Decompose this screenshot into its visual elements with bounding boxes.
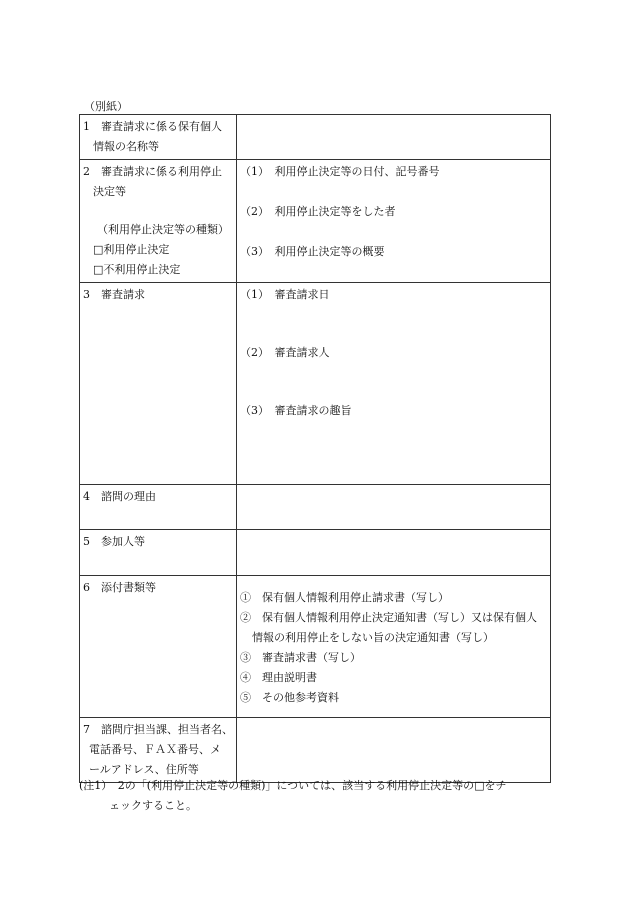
attachment-2: ② 保有個人情報利用停止決定通知書（写し）又は保有個人	[240, 611, 537, 624]
row-2-item-2: （2） 利用停止決定等をした者	[240, 205, 396, 218]
row-1-left	[80, 115, 237, 160]
review-form-table	[79, 114, 551, 783]
row-7-label-line3: ールアドレス、住所等	[89, 763, 199, 776]
attachment-2-cont: 情報の利用停止をしない旨の決定通知書（写し）	[252, 631, 494, 644]
footnote	[79, 776, 559, 816]
page-label: （別紙）	[84, 100, 128, 113]
row-7	[80, 718, 551, 783]
row-1-label-line1: 1 審査請求に係る保有個人	[83, 120, 222, 133]
row-1-right[interactable]	[237, 115, 551, 160]
row-2-label-line1: 2 審査請求に係る利用停止	[83, 165, 222, 178]
row-2-right	[237, 160, 551, 283]
row-4	[80, 485, 551, 530]
row-2-left	[80, 160, 237, 283]
row-3-item-1: （1） 審査請求日	[240, 288, 330, 301]
row-7-label-line2: 電話番号、ＦＡＸ番号、メ	[89, 743, 221, 756]
row-1	[80, 115, 551, 160]
row-6-left	[80, 576, 237, 718]
row-5-label: 5 参加人等	[83, 535, 145, 548]
row-6	[80, 576, 551, 718]
row-5-left	[80, 530, 237, 576]
row-7-label-line1: 7 諮問庁担当課、担当者名、	[83, 723, 233, 736]
row-2-label-line2: 決定等	[93, 185, 126, 198]
row-3-item-2: （2） 審査請求人	[240, 346, 330, 359]
row-6-label: 6 添付書類等	[83, 581, 156, 594]
row-3-item-3: （3） 審査請求の趣旨	[240, 404, 352, 417]
row-6-right	[237, 576, 551, 718]
row-5-right[interactable]	[237, 530, 551, 576]
footnote-line2: ェックすること。	[109, 799, 197, 812]
row-7-right[interactable]	[237, 718, 551, 783]
row-1-label-line2: 情報の名称等	[93, 140, 159, 153]
attachment-4: ④ 理由説明書	[240, 671, 317, 684]
row-2-item-3: （3） 利用停止決定等の概要	[240, 245, 385, 258]
row-3-label: 3 審査請求	[83, 288, 145, 301]
checkbox-non-usage-stop-decision[interactable]: □不利用停止決定	[93, 263, 181, 276]
row-2	[80, 160, 551, 283]
row-7-left	[80, 718, 237, 783]
row-4-label: 4 諮問の理由	[83, 490, 156, 503]
row-4-left	[80, 485, 237, 530]
row-3-left	[80, 283, 237, 485]
attachment-3: ③ 審査請求書（写し）	[240, 651, 361, 664]
attachment-1: ① 保有個人情報利用停止請求書（写し）	[240, 591, 449, 604]
row-5	[80, 530, 551, 576]
row-2-item-1: （1） 利用停止決定等の日付、記号番号	[240, 165, 440, 178]
footnote-line1: (注1） 2の「(利用停止決定等の種類)」については、該当する利用停止決定等の□をチ	[79, 779, 507, 792]
row-3	[80, 283, 551, 485]
row-2-types-heading: （利用停止決定等の種類）	[97, 223, 229, 236]
attachment-5: ⑤ その他参考資料	[240, 691, 339, 704]
checkbox-usage-stop-decision[interactable]: □利用停止決定	[93, 243, 170, 256]
row-3-right	[237, 283, 551, 485]
row-4-right[interactable]	[237, 485, 551, 530]
